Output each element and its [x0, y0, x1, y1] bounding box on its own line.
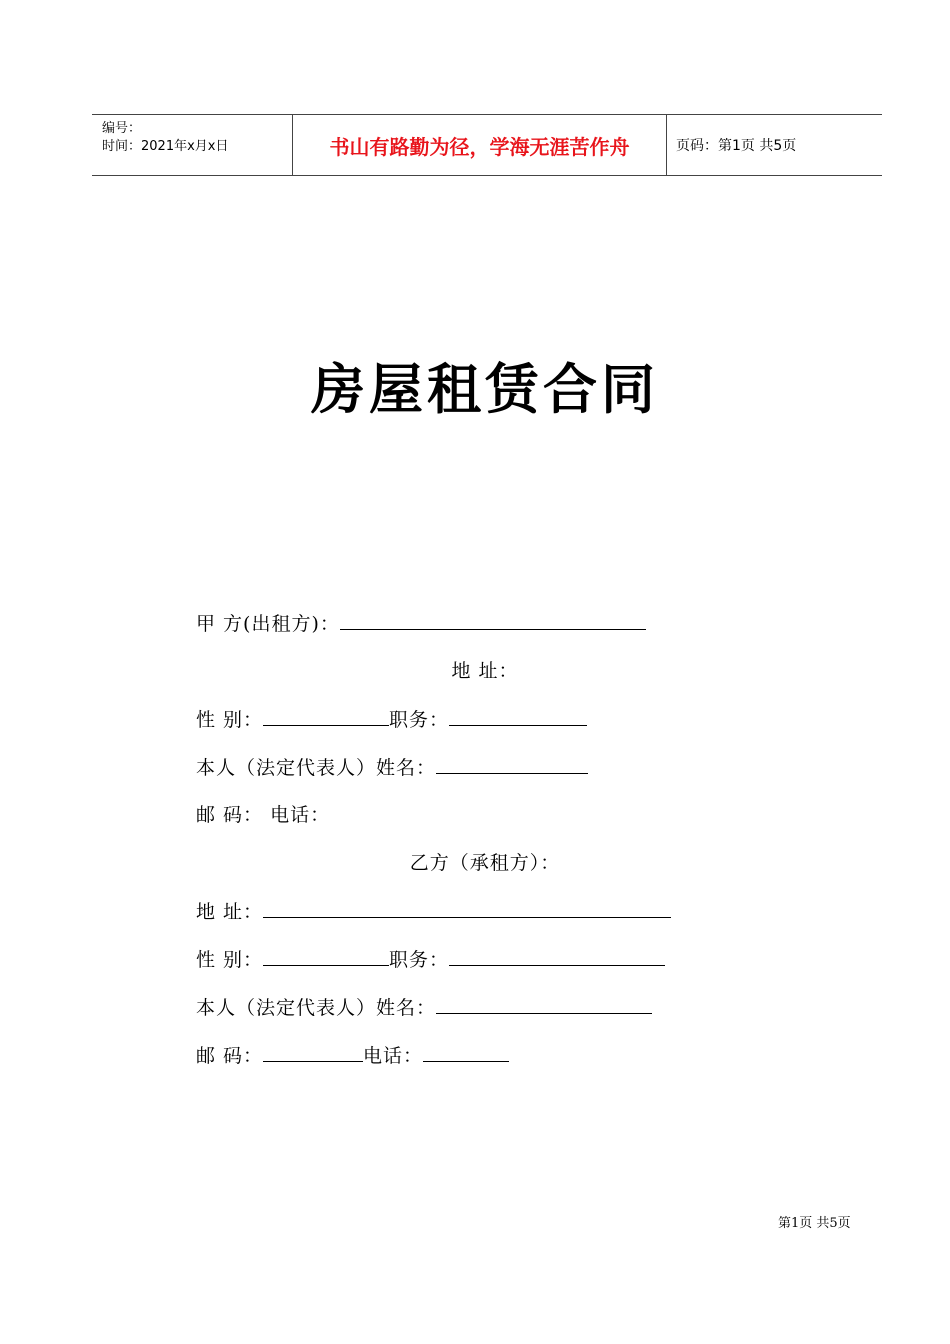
- party-a-heading: 甲 方(出租方)：: [196, 613, 340, 635]
- party-a-representative-label: 本人（法定代表人）姓名：: [196, 757, 437, 779]
- party-b-address-blank: [263, 898, 671, 918]
- party-a-position-blank: [449, 706, 587, 726]
- page-footer: 第1页 共5页: [778, 1216, 851, 1231]
- party-a-address-label: 地 址：: [451, 660, 519, 682]
- party-b-gender-label: 性 别：: [196, 949, 264, 971]
- party-b-position-label: 职务：: [389, 949, 450, 971]
- party-b-representative-label: 本人（法定代表人）姓名：: [196, 997, 437, 1019]
- party-b-heading-line: [0, 850, 950, 876]
- party-b-gender-line: [196, 946, 665, 973]
- party-b-postcode-label: 邮 码：: [196, 1045, 264, 1067]
- party-a-gender-blank: [263, 706, 389, 726]
- party-a-postcode-phone-label: 邮 码： 电话：: [196, 804, 331, 826]
- party-b-address-line: [196, 898, 671, 925]
- party-a-address-line: [0, 658, 950, 684]
- party-b-representative-blank: [436, 994, 652, 1014]
- serial-number-label: 编号：: [102, 121, 142, 136]
- party-b-position-blank: [449, 946, 665, 966]
- party-b-representative-line: [196, 994, 652, 1021]
- document-header: [92, 114, 882, 176]
- party-a-gender-line: [196, 706, 587, 733]
- party-b-contact-line: [196, 1042, 509, 1069]
- party-a-contact-line: [196, 802, 330, 828]
- party-a-gender-label: 性 别：: [196, 709, 264, 731]
- document-title: 房屋租赁合同: [311, 358, 659, 421]
- party-b-phone-label: 电话：: [363, 1045, 424, 1067]
- party-b-phone-blank: [423, 1042, 509, 1062]
- header-meta-cell: [92, 115, 293, 175]
- party-b-postcode-blank: [263, 1042, 363, 1062]
- party-a-representative-blank: [436, 754, 588, 774]
- party-a-name-blank: [340, 610, 646, 630]
- header-page-info: 页码：第1页 共5页: [676, 138, 797, 154]
- date-label: 时间：2021年x月x日: [102, 139, 229, 154]
- header-motto: 书山有路勤为径，学海无涯苦作舟: [293, 115, 667, 175]
- party-b-address-label: 地 址：: [196, 901, 264, 923]
- party-a-position-label: 职务：: [389, 709, 450, 731]
- party-a-representative-line: [196, 754, 588, 781]
- party-a-heading-line: [196, 610, 646, 637]
- party-b-gender-blank: [263, 946, 389, 966]
- party-b-heading: 乙方（承租方）：: [409, 852, 561, 874]
